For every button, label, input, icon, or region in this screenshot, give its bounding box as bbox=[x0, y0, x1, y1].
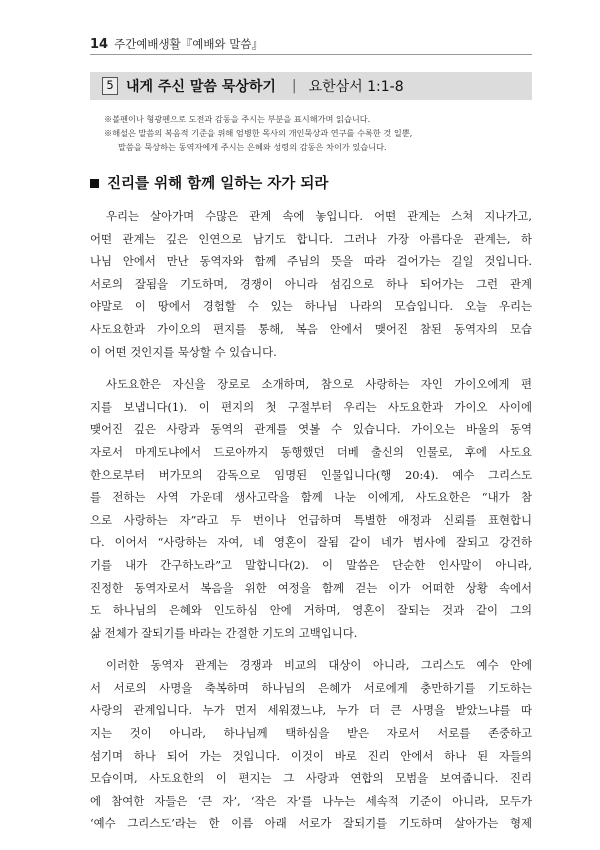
text-line: 한으로부터 버가모의 감독으로 임명된 인물입니다(행 20:4). 예수 그리스도 bbox=[90, 467, 532, 482]
text-line: 자로서 마게도냐에서 드로아까지 동행했던 더베 출신의 인물로, 후에 사도요 bbox=[90, 444, 532, 459]
reading-notes bbox=[104, 112, 534, 154]
note-line: ※볼펜이나 형광펜으로 도전과 감동을 주시는 부분을 표시해가며 읽습니다. bbox=[104, 114, 371, 124]
text-line: 삶 전체가 잘되기를 바라는 간절한 기도의 고백입니다. bbox=[90, 625, 358, 640]
text-line: 맺어진 깊은 사랑과 동역의 관계를 엿볼 수 있습니다. 가이오는 바울의 동역 bbox=[90, 422, 532, 437]
text-line: 어떤 관계는 깊은 인연으로 남기도 합니다. 그러나 가장 아름다운 관계는, 하 bbox=[90, 231, 532, 246]
text-line: 사도요한과 가이오의 편지를 통해, 복음 안에서 맺어진 참된 동역자의 모습 bbox=[90, 321, 532, 336]
text-line: 섬기며 하나 되어 가는 것입니다. 이것이 바로 진리 안에서 하나 된 자들의 bbox=[90, 748, 532, 763]
text-line: 이러한 동역자 관계는 경쟁과 비교의 대상이 아니라, 그리스도 예수 안에 bbox=[106, 658, 532, 673]
text-line: 다. 이어서 “사랑하는 자여, 네 영혼이 잘됨 같이 네가 범사에 잘되고 강건하 bbox=[90, 535, 532, 550]
text-line: 진정한 동역자로서 복음을 위한 여정을 함께 걷는 이가 어떠한 상황 속에서 bbox=[90, 580, 532, 595]
text-line: 사랑의 관계입니다. 누가 먼저 세워졌느냐, 누가 더 큰 사명을 받았느냐를 따 bbox=[90, 703, 532, 718]
text-line: 사도요한은 자신을 장로로 소개하며, 참으로 사랑하는 자인 가이오에게 편 bbox=[106, 377, 532, 392]
text-line: 지는 것이 아니라, 하나님께 택하심을 받은 자로서 서로를 존중하고 bbox=[90, 726, 532, 741]
text-line: 기를 내가 간구하노라”고 말합니다(2). 이 말씀은 단순한 인사말이 아니라, bbox=[90, 557, 532, 572]
text-line: ‘예수 그리스도’라는 한 이름 아래 서로가 잘되기를 기도하며 살아가는 형제 bbox=[90, 816, 532, 831]
paragraph bbox=[90, 373, 532, 644]
publication-title: 주간예배생활『예배와 말씀』 bbox=[114, 37, 263, 51]
text-line: 으로 사랑하는 자”라고 두 번이나 언급하며 특별한 애정과 신뢰를 표현합니 bbox=[90, 512, 532, 527]
text-line: 야말로 이 땅에서 경험할 수 있는 하나님 나라의 모습입니다. 오늘 우리는 bbox=[90, 299, 532, 314]
section-separator: | bbox=[291, 78, 297, 94]
section-header bbox=[90, 72, 532, 100]
subheading bbox=[90, 172, 328, 193]
paragraph bbox=[90, 654, 532, 835]
header-divider bbox=[90, 54, 532, 55]
text-line: 나님 안에서 만난 동역자와 함께 주님의 뜻을 따라 걸어가는 길일 것입니다. bbox=[90, 254, 532, 269]
paragraph bbox=[90, 205, 532, 363]
note-line: 말씀을 묵상하는 동역자에게 주시는 은혜와 성령의 감동은 차이가 있습니다. bbox=[118, 142, 387, 152]
running-head bbox=[90, 36, 263, 52]
page-number: 14 bbox=[90, 37, 109, 52]
text-line: 지를 보냅니다(1). 이 편지의 첫 구절부터 우리는 사도요한과 가이오 사이에 bbox=[90, 399, 532, 414]
text-line: 도 하나님의 은혜와 인도하심 안에 거하며, 영혼이 잘되는 것과 같이 그의 bbox=[90, 603, 532, 618]
text-line: 모습이며, 사도요한의 이 편지는 그 사랑과 연합의 모범을 보여줍니다. 진리 bbox=[90, 771, 532, 786]
text-line: 이 어떤 것인지를 묵상할 수 있습니다. bbox=[90, 344, 277, 359]
note-line: ※해설은 말씀의 복음적 기준을 위해 엄병한 목사의 개인묵상과 연구를 수록한 것 일뿐, bbox=[104, 128, 413, 138]
text-line: 를 전하는 사역 가운데 생사고락을 함께 나눈 이에게, 사도요한은 “내가 참 bbox=[90, 490, 532, 505]
text-line: 서 서로의 사명을 축복하며 하나님의 은혜가 서로에게 충만하기를 기도하는 bbox=[90, 680, 532, 695]
subheading-text: 진리를 위해 함께 일하는 자가 되라 bbox=[107, 176, 329, 192]
scripture-reference: 요한삼서 1:1-8 bbox=[308, 79, 404, 95]
text-line: 서로의 잘됨을 기도하며, 경쟁이 아니라 섬김으로 하나 되어가는 그런 관계 bbox=[90, 276, 532, 291]
section-number: 5 bbox=[102, 77, 118, 95]
section-title: 내게 주신 말씀 묵상하기 bbox=[126, 79, 276, 95]
body-text bbox=[90, 205, 532, 845]
text-line: 우리는 살아가며 수많은 관계 속에 놓입니다. 어떤 관계는 스쳐 지나가고, bbox=[106, 209, 532, 223]
square-bullet-icon bbox=[90, 179, 99, 188]
text-line: 에 참여한 자들은 ‘큰 자’, ‘작은 자’를 나누는 세속적 기준이 아니라, 모두가 bbox=[90, 793, 532, 808]
